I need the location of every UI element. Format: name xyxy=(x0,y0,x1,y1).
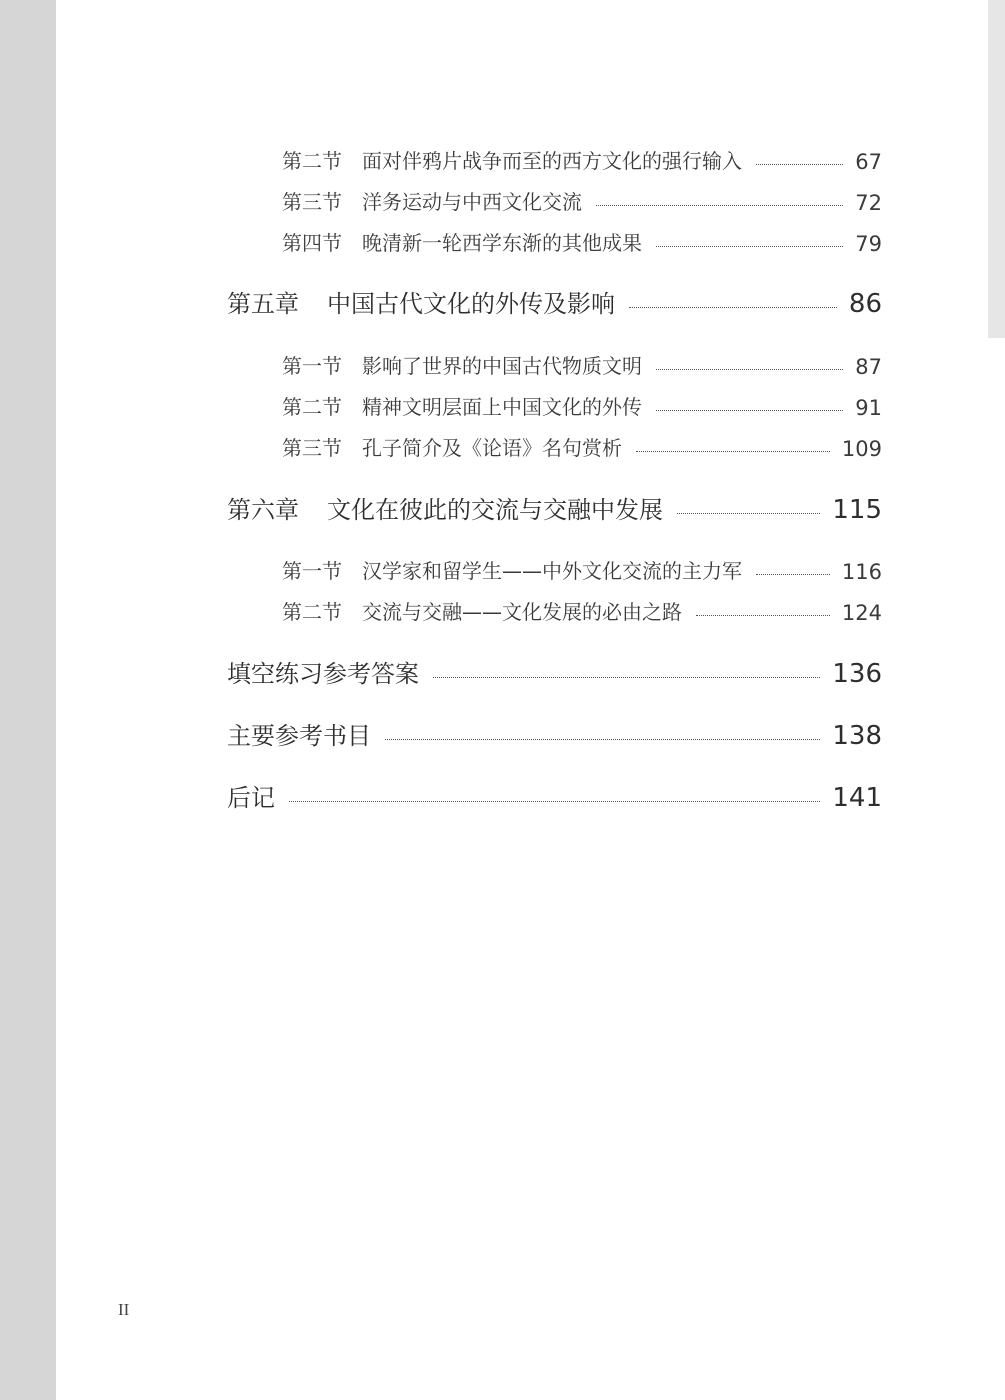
toc-page-number: 116 xyxy=(841,560,882,584)
toc-entry xyxy=(282,433,882,461)
dot-leader xyxy=(696,615,830,616)
toc-entry xyxy=(282,392,882,420)
toc-page-number: 109 xyxy=(841,437,882,461)
toc-page-number: 67 xyxy=(855,150,882,174)
dot-leader xyxy=(636,451,830,452)
toc-chapter-entry xyxy=(227,779,882,813)
dot-leader xyxy=(656,369,843,370)
toc-entry-label xyxy=(227,778,275,813)
toc-chapter-entry xyxy=(227,655,882,689)
toc-entry-label xyxy=(282,227,642,256)
toc-entry-title: 交流与交融——文化发展的必由之路 xyxy=(362,600,682,624)
toc-page-number: 72 xyxy=(855,191,882,215)
toc-entry-label xyxy=(282,555,742,584)
toc-section-number: 第三节 xyxy=(282,436,342,460)
toc-section-number: 第二节 xyxy=(282,149,342,173)
toc-entry-label xyxy=(227,284,615,319)
toc-entry-title: 孔子简介及《论语》名句赏析 xyxy=(362,436,622,460)
toc-page-number: 124 xyxy=(841,601,882,625)
toc-section-number: 第四节 xyxy=(282,231,342,255)
toc-entry-title: 晚清新一轮西学东渐的其他成果 xyxy=(362,231,642,255)
toc-entry-label xyxy=(282,145,742,174)
dot-leader xyxy=(433,677,820,678)
dot-leader xyxy=(756,574,830,575)
dot-leader xyxy=(677,513,820,514)
toc-entry-label xyxy=(282,596,682,625)
toc-entry-label xyxy=(227,490,663,525)
toc-entry-label xyxy=(227,716,371,751)
toc-chapter-entry xyxy=(227,491,882,525)
toc-page-number: 87 xyxy=(855,355,882,379)
toc-chapter-number: 第五章 xyxy=(227,290,299,318)
toc-chapter-number: 第六章 xyxy=(227,496,299,524)
toc-entry-title: 洋务运动与中西文化交流 xyxy=(362,190,582,214)
toc-section-number: 第一节 xyxy=(282,559,342,583)
toc-entry xyxy=(282,228,882,256)
toc-entry-title: 影响了世界的中国古代物质文明 xyxy=(362,354,642,378)
toc-entry xyxy=(282,556,882,584)
toc-entry-title: 汉学家和留学生——中外文化交流的主力军 xyxy=(362,559,742,583)
dot-leader xyxy=(596,205,843,206)
dot-leader xyxy=(629,307,837,308)
toc-page-number: 136 xyxy=(832,659,882,689)
toc-entry-label xyxy=(282,350,642,379)
toc-entry-title: 填空练习参考答案 xyxy=(227,660,419,688)
toc-section-number: 第二节 xyxy=(282,395,342,419)
toc-entry-label xyxy=(282,186,582,215)
dot-leader xyxy=(385,739,820,740)
toc-entry-title: 主要参考书目 xyxy=(227,722,371,750)
dot-leader xyxy=(289,801,820,802)
dot-leader xyxy=(756,164,843,165)
toc-entry-title: 后记 xyxy=(227,784,275,812)
page-number: II xyxy=(118,1300,130,1319)
toc-page-number: 138 xyxy=(832,721,882,751)
toc-page-number: 141 xyxy=(832,783,882,813)
toc-section-number: 第一节 xyxy=(282,354,342,378)
toc-entry xyxy=(282,351,882,379)
toc-entry xyxy=(282,597,882,625)
toc-chapter-entry xyxy=(227,285,882,319)
toc-entry-title: 面对伴鸦片战争而至的西方文化的强行输入 xyxy=(362,149,742,173)
toc-entry-title: 中国古代文化的外传及影响 xyxy=(327,290,615,318)
toc-page-number: 79 xyxy=(855,232,882,256)
toc-page-number: 86 xyxy=(848,289,882,319)
toc-entry xyxy=(282,146,882,174)
toc-page-number: 115 xyxy=(832,495,882,525)
toc-section-number: 第三节 xyxy=(282,190,342,214)
toc-entry-title: 精神文明层面上中国文化的外传 xyxy=(362,395,642,419)
dot-leader xyxy=(656,410,843,411)
toc-section-number: 第二节 xyxy=(282,600,342,624)
toc-entry-label xyxy=(227,654,419,689)
toc-entry-title: 文化在彼此的交流与交融中发展 xyxy=(327,496,663,524)
toc-chapter-entry xyxy=(227,717,882,751)
toc-entry-label xyxy=(282,432,622,461)
toc-page-number: 91 xyxy=(855,396,882,420)
dot-leader xyxy=(656,246,843,247)
toc-entry-label xyxy=(282,391,642,420)
toc-entry xyxy=(282,187,882,215)
